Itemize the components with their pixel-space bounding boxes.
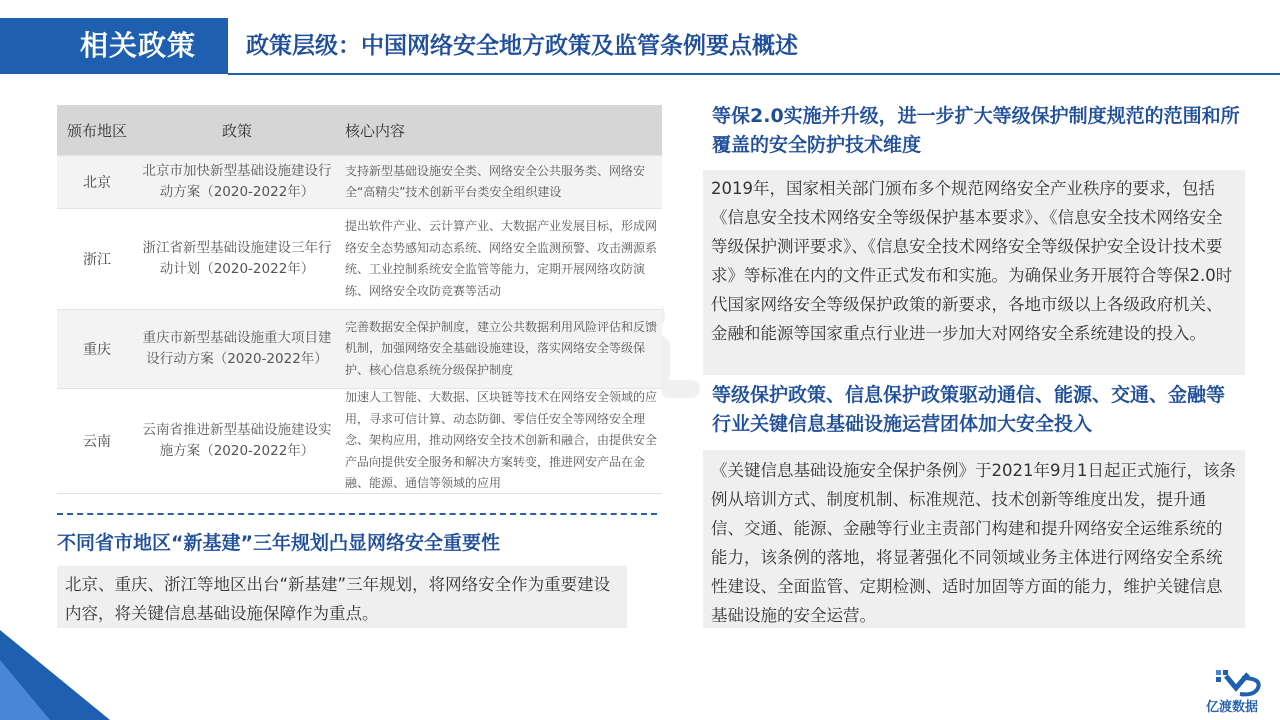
column-header-content: 核心内容 xyxy=(345,121,406,140)
content-cell: 完善数据安全保护制度，建立公共数据利用风险评估和反馈机制，加强网络安全基础设施建设，落实网络安全等级保护、核心信息系统分级保护制度 xyxy=(345,319,658,377)
right-section-1-title: 等保2.0实施并升级，进一步扩大等级保护制度规范的范围和所覆盖的安全防护技术维度 xyxy=(712,105,1240,156)
region-cell: 重庆 xyxy=(83,342,111,358)
column-header-region: 颁布地区 xyxy=(66,121,127,140)
header-divider xyxy=(228,73,1280,75)
table-row xyxy=(57,155,662,208)
region-cell: 北京 xyxy=(83,175,111,191)
dashed-divider xyxy=(57,513,657,515)
right-section-1-body: 2019年，国家相关部门颁布多个规范网络安全产业秩序的要求，包括《信息安全技术网络安全等级保护基本要求》、《信息安全技术网络安全等级保护测评要求》、《信息安全技术网络安全等级保护安全设计技术要求》等标准在内的文件正式发布和实施。为确保业务开展符合等保2.0时代国家网络安全等级保护政策的新要求，各地市级以上各级政府机关、金融和能源等国家重点行业进一步加大对网络安全系统建设的投入。 xyxy=(703,170,1245,375)
table-row xyxy=(57,309,662,388)
table-row xyxy=(57,208,662,309)
column-header-policy: 政策 xyxy=(221,121,252,140)
left-section-body: 北京、重庆、浙江等地区出台“新基建”三年规划，将网络安全作为重要建设内容，将关键信息基础设施保障作为重点。 xyxy=(57,566,627,628)
policy-cell: 云南省推进新型基础设施建设实施方案（2020-2022年） xyxy=(142,422,332,459)
policy-table xyxy=(57,105,662,494)
right-section-2-title: 等级保护政策、信息保护政策驱动通信、能源、交通、金融等行业关键信息基础设施运营团体加大安全投入 xyxy=(712,384,1226,435)
content-cell: 支持新型基础设施安全类、网络安全公共服务类、网络安全“高精尖”技术创新平台类安全组织建设 xyxy=(345,163,646,199)
region-cell: 云南 xyxy=(83,434,111,450)
policy-cell: 北京市加快新型基础设施建设行动方案（2020-2022年） xyxy=(142,163,332,200)
content-cell: 提出软件产业、云计算产业、大数据产业发展目标，形成网络安全态势感知动态系统、网络安全监测预警、攻击溯源系统、工业控制系统安全监管等能力，定期开展网络攻防演练、网络安全攻防竞赛等活动 xyxy=(345,219,658,298)
content-cell: 加速人工智能、大数据、区块链等技术在网络安全领域的应用，寻求可信计算、动态防御、零信任安全等网络安全理念、架构应用，推动网络安全技术创新和融合，由提供安全产品向提供安全服务和解决方案转变，推进网安产品在金融、能源、通信等领域的应用 xyxy=(345,390,658,491)
page-title: 政策层级：中国网络安全地方政策及监管条例要点概述 xyxy=(246,33,798,59)
left-section-title: 不同省市地区“新基建”三年规划凸显网络安全重要性 xyxy=(57,532,500,554)
region-cell: 浙江 xyxy=(83,252,111,268)
logo-text: 亿渡数据 xyxy=(1206,700,1259,715)
section-label: 相关政策 xyxy=(80,29,197,62)
right-section-2-body: 《关键信息基础设施安全保护条例》于2021年9月1日起正式施行，该条例从培训方式、制度机制、标准规范、技术创新等维度出发，提升通信、交通、能源、金融等行业主责部门构建和提升网络安全运维系统的能力，该条例的落地，将显著强化不同领域业务主体进行网络安全系统性建设、全面监管、定期检测、适时加固等方面的能力，维护关键信息基础设施的安全运营。 xyxy=(703,450,1245,628)
table-header xyxy=(57,105,662,155)
table-row xyxy=(57,388,662,494)
policy-cell: 浙江省新型基础设施建设三年行动计划（2020-2022年） xyxy=(142,240,332,277)
policy-cell: 重庆市新型基础设施重大项目建设行动方案（2020-2022年） xyxy=(142,330,332,367)
